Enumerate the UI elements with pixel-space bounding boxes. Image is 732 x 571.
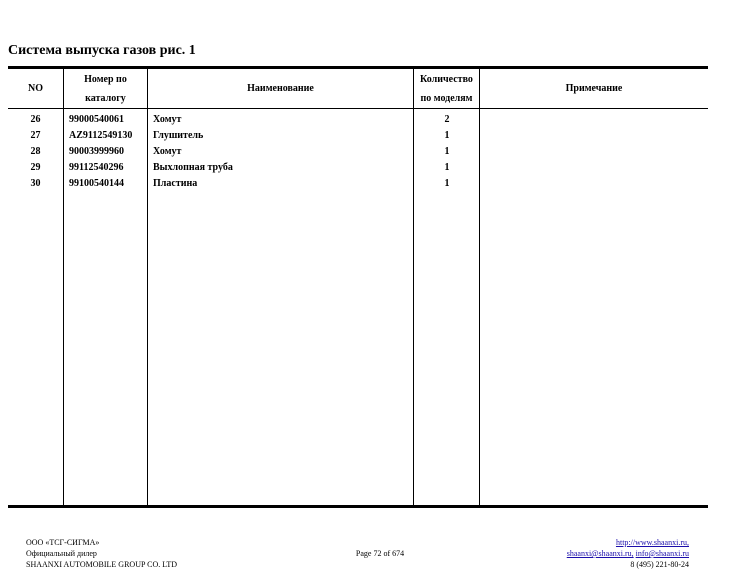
table-header-rule <box>8 108 708 109</box>
table-row <box>8 176 708 192</box>
cell-part-name: Хомут <box>153 146 182 157</box>
header-no-label: NO <box>28 83 43 94</box>
cell-catalog-number: 99000540061 <box>69 114 124 125</box>
table-row <box>8 128 708 144</box>
cell-no: 30 <box>30 178 41 189</box>
cell-quantity: 1 <box>444 162 450 173</box>
footer-phone: 8 (495) 221-80-24 <box>630 560 689 569</box>
cell-no: 28 <box>30 146 41 157</box>
footer-page-number <box>300 548 460 559</box>
email-link-info[interactable]: info@shaanxi.ru <box>635 549 689 558</box>
cell-catalog-number: 99112540296 <box>69 162 124 173</box>
cell-part-name: Пластина <box>153 178 198 189</box>
cell-part-name: Выхлопная труба <box>153 162 233 173</box>
website-link[interactable]: http://www.shaanxi.ru, <box>615 538 689 547</box>
footer-dealer-label: Официальный дилер <box>26 549 97 558</box>
cell-no: 29 <box>30 162 41 173</box>
cell-catalog-number: 99100540144 <box>69 178 124 189</box>
cell-quantity: 1 <box>444 146 450 157</box>
table-row <box>8 160 708 176</box>
footer-manufacturer: SHAANXI AUTOMOBILE GROUP CO. LTD <box>26 560 178 569</box>
email-link-shaanxi[interactable]: shaanxi@shaanxi.ru, <box>566 549 634 558</box>
header-qty-line2: по моделям <box>420 92 473 104</box>
cell-no: 26 <box>30 114 41 125</box>
table-row <box>8 144 708 160</box>
header-no <box>8 69 63 108</box>
page-title: Система выпуска газов рис. 1 <box>8 43 196 58</box>
header-quantity <box>414 69 479 108</box>
header-name <box>148 69 413 108</box>
footer-company-block <box>26 537 177 570</box>
cell-catalog-number: AZ9112549130 <box>69 130 133 141</box>
table-bottom-rule <box>8 505 708 508</box>
footer-contacts-block <box>567 537 689 570</box>
header-name-label: Наименование <box>247 83 314 94</box>
header-catalog-line1: Номер по <box>84 73 127 85</box>
page-number-label: Page 72 of 674 <box>355 549 405 558</box>
cell-part-name: Хомут <box>153 114 182 125</box>
cell-quantity: 2 <box>444 114 450 125</box>
header-note <box>480 69 708 108</box>
header-catalog <box>64 69 147 108</box>
header-qty-line1: Количество <box>420 73 473 85</box>
cell-quantity: 1 <box>444 178 450 189</box>
header-note-label: Примечание <box>565 83 623 94</box>
table-body <box>8 112 708 192</box>
header-catalog-line2: каталогу <box>85 92 126 104</box>
cell-quantity: 1 <box>444 130 450 141</box>
cell-part-name: Глушитель <box>153 130 204 141</box>
footer-company-name: ООО «ТСГ-СИГМА» <box>26 538 100 547</box>
cell-catalog-number: 90003999960 <box>69 146 124 157</box>
table-row <box>8 112 708 128</box>
cell-no: 27 <box>30 130 41 141</box>
